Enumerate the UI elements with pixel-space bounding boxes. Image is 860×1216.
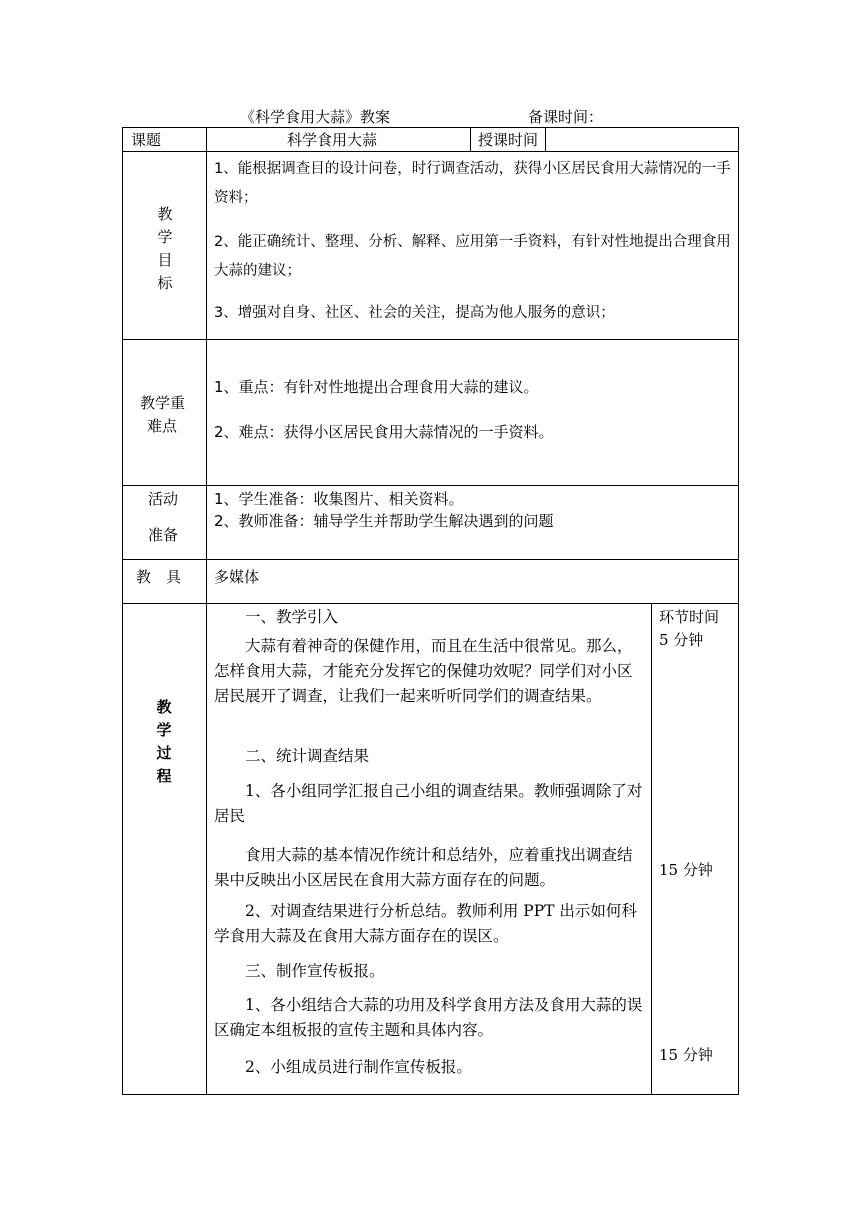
- time-value: 5 分钟: [659, 631, 704, 649]
- objectives-label: [155, 203, 175, 295]
- process-section2-title: [214, 744, 646, 769]
- table-border-right: [738, 127, 739, 1095]
- process-label: [154, 696, 174, 788]
- key-points-label-line2: 难点: [147, 417, 178, 435]
- objective-item: 3、增强对自身、社区、社会的关注，提高为他人服务的意识；: [214, 305, 615, 321]
- process-label-char: 程: [156, 767, 172, 785]
- teaching-tools-value: 多媒体: [214, 568, 260, 586]
- process-section2-p3: [214, 899, 646, 949]
- objective-item: 1、能根据调查目的设计问卷，时行调查活动，获得小区居民食用大蒜情况的一手资料；: [214, 161, 731, 206]
- objective-item: 2、能正确统计、整理、分析、解释、应用第一手资料，有针对性地提出合理食用大蒜的建议；: [214, 234, 731, 279]
- process-section1-text: [214, 634, 646, 709]
- section-text: 食用大蒜的基本情况作统计和总结外，应着重找出调查结果中反映出小区居民在食用大蒜方面存在的问题。: [214, 846, 633, 889]
- process-section3-p2: [214, 1055, 646, 1080]
- table-border-left: [122, 127, 123, 1095]
- process-section2-p1: [214, 779, 646, 829]
- objectives-label-char: 教: [157, 205, 173, 223]
- teach-time-label: 授课时间: [478, 131, 539, 149]
- process-section3-p1: [214, 993, 646, 1043]
- process-label-char: 教: [156, 698, 172, 716]
- key-point-item: 1、重点：有针对性地提出合理食用大蒜的建议。: [214, 378, 539, 396]
- table-border-bottom: [122, 1094, 739, 1095]
- key-point-item: 2、难点：获得小区居民食用大蒜情况的一手资料。: [214, 423, 554, 441]
- time-value: 15 分钟: [659, 1046, 713, 1064]
- table-border-top: [122, 127, 739, 128]
- process-section2-p2: [214, 843, 646, 893]
- table-divider: [545, 127, 546, 152]
- table-divider: [122, 559, 739, 560]
- objectives-label-char: 标: [157, 274, 173, 292]
- table-divider: [206, 127, 207, 1095]
- section-text: 2、小组成员进行制作宣传板报。: [245, 1058, 472, 1076]
- topic-label: 课题: [131, 131, 162, 149]
- teaching-tools-label: 教 具: [136, 568, 182, 586]
- section-text: 1、各小组同学汇报自己小组的调查结果。教师强调除了对居民: [214, 782, 643, 825]
- section-title: 二、统计调查结果: [245, 747, 370, 765]
- table-divider: [122, 485, 739, 486]
- process-label-char: 学: [156, 721, 172, 739]
- process-label-char: 过: [156, 744, 172, 762]
- time-value: 15 分钟: [659, 861, 713, 879]
- section-text: 2、对调查结果进行分析总结。教师利用 PPT 出示如何科学食用大蒜及在食用大蒜方面存在的误区。: [214, 902, 637, 945]
- objectives-label-char: 学: [157, 228, 173, 246]
- table-divider: [122, 151, 739, 152]
- topic-value: 科学食用大蒜: [287, 131, 378, 149]
- activity-prep-label-line1: 活动: [148, 490, 179, 508]
- table-divider: [122, 603, 739, 604]
- document-title: 《科学食用大蒜》教案: [240, 108, 391, 126]
- activity-prep-label-line2: 准备: [148, 526, 179, 544]
- key-points-label-line1: 教学重: [140, 394, 186, 412]
- activity-prep-item: 1、学生准备：收集图片、相关资料。: [214, 490, 464, 508]
- process-section1-title: [214, 605, 646, 630]
- section-title: 三、制作宣传板报。: [245, 962, 385, 980]
- objectives-label-char: 目: [157, 251, 173, 269]
- prep-time-label: 备课时间：: [528, 108, 604, 126]
- table-divider: [470, 127, 471, 152]
- time-column-header: 环节时间: [659, 608, 720, 626]
- table-divider: [122, 339, 739, 340]
- table-divider: [651, 603, 652, 1095]
- section-text: 大蒜有着神奇的保健作用，而且在生活中很常见。那么，怎样食用大蒜，才能充分发挥它的保健功效呢？同学们对小区居民展开了调查，让我们一起来听听同学们的调查结果。: [214, 637, 633, 705]
- process-section3-title: [214, 959, 646, 984]
- section-title: 一、教学引入: [245, 608, 339, 626]
- activity-prep-item: 2、教师准备：辅导学生并帮助学生解决遇到的问题: [214, 512, 554, 530]
- section-text: 1、各小组结合大蒜的功用及科学食用方法及食用大蒜的误区确定本组板报的宣传主题和具体内容。: [214, 996, 643, 1039]
